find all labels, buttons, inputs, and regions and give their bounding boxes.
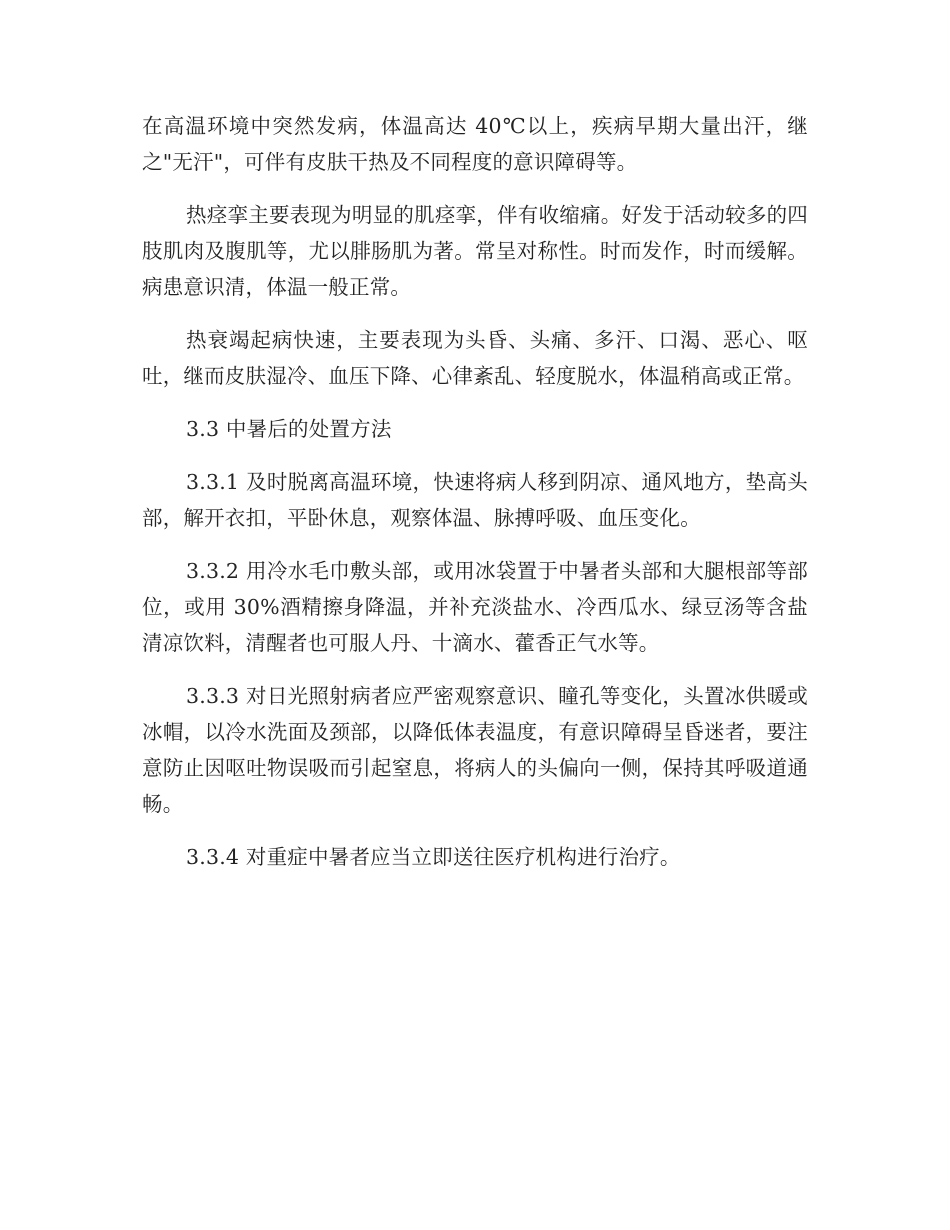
- section-heading-3-3: 3.3 中暑后的处置方法: [186, 417, 392, 441]
- paragraph-3-3-3: 3.3.3 对日光照射病者应严密观察意识、瞳孔等变化，头置冰供暖或冰帽，以冷水洗面及颈部，以降低体表温度，有意识障碍呈昏迷者，要注意防止因呕吐物误吸而引起窒息，将病人的头偏向一侧，保持其呼吸道通畅。: [142, 684, 808, 816]
- paragraph-3-3-2: 3.3.2 用冷水毛巾敷头部，或用冰袋置于中暑者头部和大腿根部等部位，或用 30%酒精擦身降温，并补充淡盐水、冷西瓜水、绿豆汤等含盐清凉饮料，清醒者也可服人丹、十滴水、藿香正气水等。: [142, 559, 808, 655]
- paragraph-heatstroke-symptoms: 在高温环境中突然发病，体温高达 40℃以上，疾病早期大量出汗，继之"无汗"，可伴有皮肤干热及不同程度的意识障碍等。: [142, 114, 808, 174]
- paragraph-3-3-1: 3.3.1 及时脱离高温环境，快速将病人移到阴凉、通风地方，垫高头部，解开衣扣，平卧休息，观察体温、脉搏呼吸、血压变化。: [142, 470, 808, 530]
- paragraph-heat-cramps: 热痉挛主要表现为明显的肌痉挛，伴有收缩痛。好发于活动较多的四肢肌肉及腹肌等，尤以腓肠肌为著。常呈对称性。时而发作，时而缓解。病患意识清，体温一般正常。: [142, 203, 808, 299]
- paragraph-3-3-4: 3.3.4 对重症中暑者应当立即送往医疗机构进行治疗。: [186, 845, 681, 869]
- paragraph-heat-exhaustion: 热衰竭起病快速，主要表现为头昏、头痛、多汗、口渴、恶心、呕吐，继而皮肤湿冷、血压下降、心律紊乱、轻度脱水，体温稍高或正常。: [142, 328, 808, 388]
- document-body: [142, 108, 808, 892]
